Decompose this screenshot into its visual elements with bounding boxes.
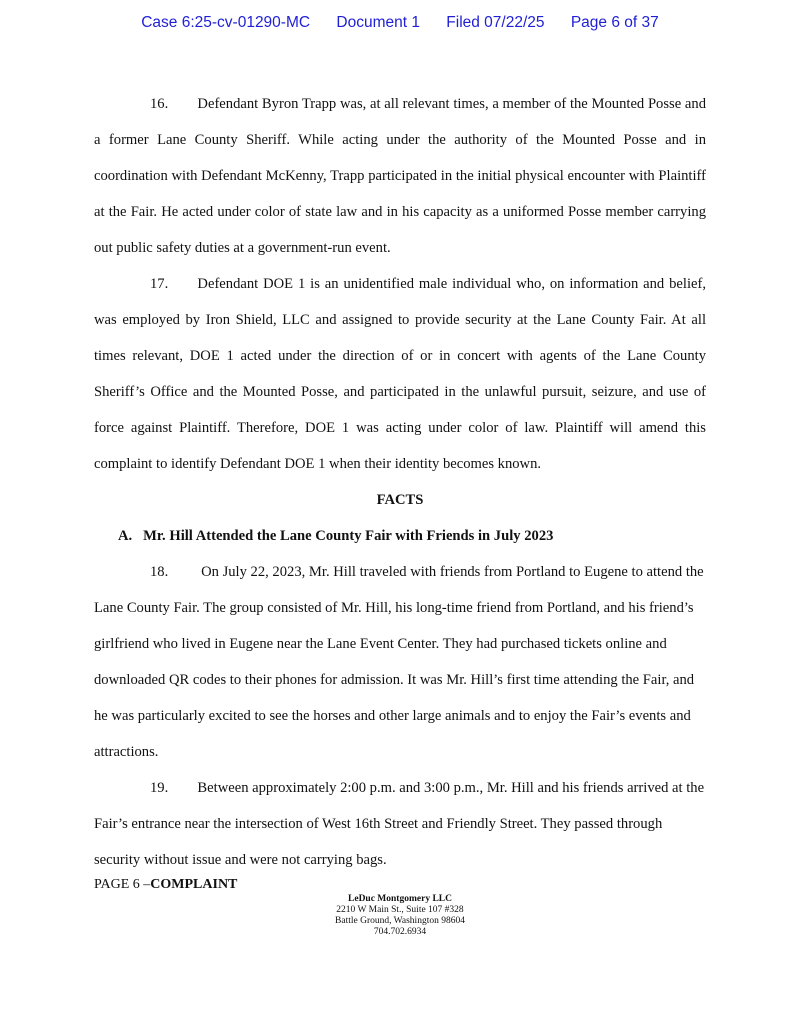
paragraph-16: 16. Defendant Byron Trapp was, at all relevant times, a member of the Mounted Posse and a former Lane County Sheriff. While acting under the authority of the Mounted Posse and in coordination with Defendant McKenny, Trapp participated in the initial physical encounter with Plaintiff at the Fair. He acted under color of state law and in his capacity as a uniformed Posse member carrying out public safety duties at a government-run event. bbox=[94, 96, 706, 256]
section-a-heading: A. Mr. Hill Attended the Lane County Fair with Friends in July 2023 bbox=[118, 528, 554, 544]
firm-phone: 704.702.6934 bbox=[373, 927, 427, 937]
page-label bbox=[94, 877, 237, 893]
firm-footer bbox=[0, 894, 800, 938]
case-header bbox=[0, 14, 800, 32]
page-label-title: COMPLAINT bbox=[150, 877, 238, 892]
page-count: Page 6 of 37 bbox=[570, 14, 659, 31]
case-number: Case 6:25-cv-01290-MC bbox=[141, 14, 311, 31]
filed-date: Filed 07/22/25 bbox=[446, 14, 545, 31]
firm-name: LeDuc Montgomery LLC bbox=[348, 894, 452, 904]
document-body bbox=[94, 86, 706, 878]
page-label-prefix: PAGE 6 – bbox=[94, 877, 151, 892]
paragraph-17: 17. Defendant DOE 1 is an unidentified male individual who, on information and belief, was employed by Iron Shield, LLC and assigned to provide security at the Lane County Fair. At all times relevant, DOE 1 acted under the direction of or in concert with agents of the Lane County Sheriff’s Office and the Mounted Posse, and participated in the unlawful pursuit, seizure, and use of force against Plaintiff. Therefore, DOE 1 was acting under color of law. Plaintiff will amend this complaint to identify Defendant DOE 1 when their identity becomes known. bbox=[94, 276, 706, 472]
firm-address-line2: Battle Ground, Washington 98604 bbox=[335, 916, 465, 926]
document-number: Document 1 bbox=[336, 14, 420, 31]
paragraph-19: 19. Between approximately 2:00 p.m. and 3:00 p.m., Mr. Hill and his friends arrived at the Fair’s entrance near the intersection of West 16th Street and Friendly Street. They passed through security without issue and were not carrying bags. bbox=[94, 780, 705, 868]
facts-heading: FACTS bbox=[376, 492, 424, 508]
paragraph-18: 18. On July 22, 2023, Mr. Hill traveled with friends from Portland to Eugene to attend the Lane County Fair. The group consisted of Mr. Hill, his long-time friend from Portland, and his friend’s girlfriend who lived in Eugene near the Lane Event Center. They had purchased tickets online and downloaded QR codes to their phones for admission. It was Mr. Hill’s first time attending the Fair, and he was particularly excited to see the horses and other large animals and to enjoy the Fair’s events and attractions. bbox=[94, 564, 704, 760]
firm-address-line1: 2210 W Main St., Suite 107 #328 bbox=[336, 905, 464, 915]
